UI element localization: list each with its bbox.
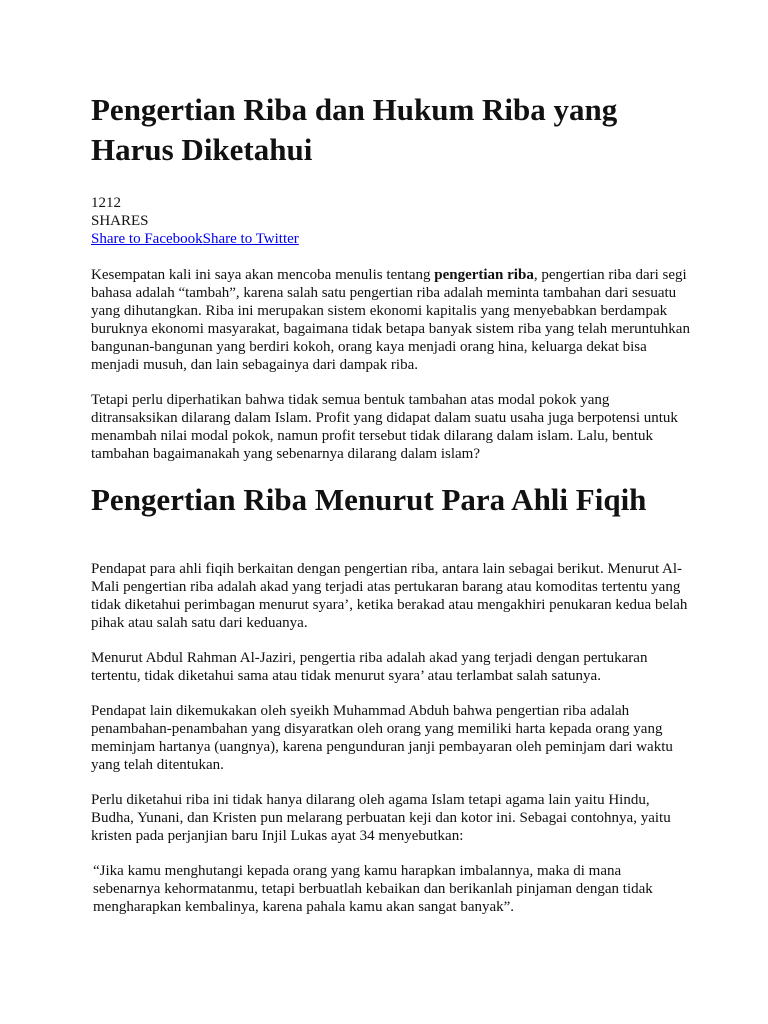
- article: [91, 90, 691, 916]
- paragraph-jaziri: Menurut Abdul Rahman Al-Jaziri, pengertia riba adalah akad yang terjadi dengan pertukaran tertentu, tidak diketahui sama atau tidak menurut syara’ atau terlambat salah satunya.: [91, 650, 648, 684]
- share-count-block: [91, 194, 691, 230]
- paragraph-abduh: Pendapat lain dikemukakan oleh syeikh Muhammad Abduh bahwa pengertian riba adalah penambahan-penambahan yang disyaratkan oleh orang yang memiliki harta kepada orang yang meminjam hartanya (uangnya), karena pengunduran janji pembayaran oleh peminjam dari waktu yang telah ditentukan.: [91, 703, 673, 773]
- section-heading: Pengertian Riba Menurut Para Ahli Fiqih: [91, 482, 647, 517]
- article-title: Pengertian Riba dan Hukum Riba yang Harus Diketahui: [91, 92, 618, 167]
- intro-bold-term: pengertian riba: [434, 267, 534, 283]
- share-twitter-link[interactable]: Share to Twitter: [202, 231, 299, 247]
- share-links: [91, 230, 691, 248]
- paragraph-profit: Tetapi perlu diperhatikan bahwa tidak semua bentuk tambahan atas modal pokok yang ditransaksikan dilarang dalam Islam. Profit yang didapat dalam suatu usaha juga berpotensi untuk menambah nilai modal pokok, namun profit tersebut tidak dilarang dalam islam. Lalu, bentuk tambahan bagaimanakah yang sebenarnya dilarang dalam islam?: [91, 392, 678, 462]
- quote-paragraph: “Jika kamu menghutangi kepada orang yang kamu harapkan imbalannya, maka di mana sebenarnya kehormatanmu, tetapi berbuatlah kebaikan dan berikanlah pinjaman dengan tidak mengharapkan kembalinya, karena pahala kamu akan sangat banyak”.: [93, 863, 653, 915]
- share-facebook-link[interactable]: Share to Facebook: [91, 231, 203, 247]
- share-count: 1212: [91, 195, 121, 211]
- intro-paragraph: [91, 266, 691, 374]
- paragraph-fiqih: Pendapat para ahli fiqih berkaitan dengan pengertian riba, antara lain sebagai berikut. Menurut Al-Mali pengertian riba adalah akad yang terjadi atas pertukaran barang atau komoditas tertentu yang tidak diketahui perimbagan menurut syara’, ketika berakad atau mengakhiri penukaran kedua belah pihak atau salah satu dari keduanya.: [91, 561, 688, 631]
- paragraph-religions: Perlu diketahui riba ini tidak hanya dilarang oleh agama Islam tetapi agama lain yaitu Hindu, Budha, Yunani, dan Kristen pun melarang perbuatan keji dan kotor ini. Sebagai contohnya, yaitu kristen pada perjanjian baru Injil Lukas ayat 34 menyebutkan:: [91, 792, 671, 844]
- intro-text-end: , pengertian riba dari segi bahasa adalah “tambah”, karena salah satu pengertian riba adalah meminta tambahan dari sesuatu yang dihutangkan. Riba ini merupakan sistem ekonomi kapitalis yang menyebabkan berdampak buruknya ekonomi masyarakat, bagaimana tidak betapa banyak sistem riba yang telah meruntuhkan bangunan-bangunan yang berdiri kokoh, orang kaya menjadi orang hina, keluarga dekat bisa menjadi musuh, dan lain sebagainya dari dampak riba.: [91, 267, 690, 373]
- intro-text-start: Kesempatan kali ini saya akan mencoba menulis tentang: [91, 267, 435, 283]
- share-label: SHARES: [91, 213, 149, 229]
